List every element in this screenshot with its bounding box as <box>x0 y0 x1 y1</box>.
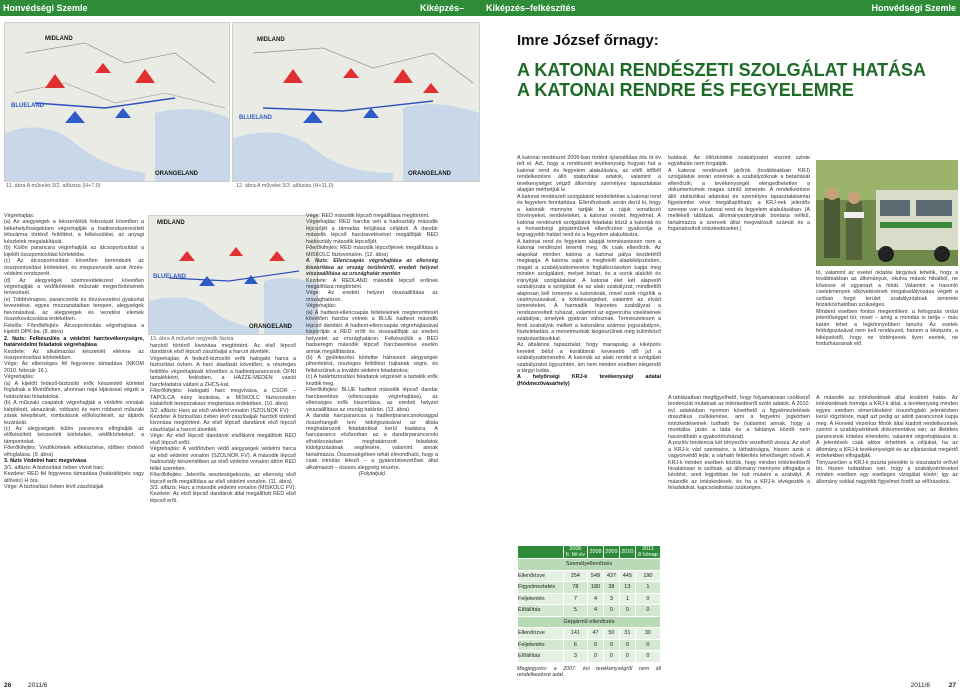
article-column-2 <box>668 155 810 275</box>
paragraph: (a) Az alegységek a készenlétük fokozását követően a békehelyőrségekben végrehajtják a hadirendszeresített létszámra történő feltöltést, a felkészülést, az anyagi készletek megalakítását. <box>4 219 144 245</box>
issue-right: 2011/6 <box>910 682 930 689</box>
table-cell: 0 <box>619 605 635 617</box>
table-cell: 0 <box>619 651 635 663</box>
table-section-row <box>518 559 661 571</box>
table-cell: 47 <box>588 628 604 640</box>
phase-heading: 2. fázis: Felkészülés a védelmi harctevékenységre, határvédelmi feladatok végrehajtása <box>4 335 144 349</box>
map-11b-label-orangeland: ORANGELAND <box>408 171 451 177</box>
phase-heading: 3. fázis Védelmi harc megvívása <box>4 458 87 465</box>
table-cell: 0 <box>635 593 660 605</box>
table-cell: 0 <box>603 639 619 651</box>
table-cell: 0 <box>588 639 604 651</box>
paragraph: Végrehajtás: <box>4 213 35 219</box>
paragraph: Vége: Az ellenséges fél fegyveres támadása (NKOM 2010. február 16.). <box>4 361 144 374</box>
table-row <box>518 628 661 640</box>
table-cell: Ellenőrizve <box>518 570 564 582</box>
stats-table <box>517 545 661 663</box>
paragraph: Kezdete: A REDLAND második lépcső erőinek megállítása megtörtént. <box>306 277 438 290</box>
footer-right <box>480 679 960 693</box>
table-cell: 1 <box>619 593 635 605</box>
paragraph: Tényszerűen a KRJ-k puszta jelenléte is visszatartó erővel bír, hiszen tudatában van, hogy a szabálysértéseket minden esetben egy esetleges vizsgálat kíséri; így az állomány sokkal nagyobb figyelmet fordít az előírásokra. <box>816 459 958 485</box>
table-section-row <box>518 616 661 628</box>
figure-12-caption: 12. ábra A művelet 3/3. alfázisa (H+11,0) <box>236 183 334 189</box>
paragraph: 3/2. alfázis: Harc az első védelmi vonalon (SZOLNOK FV): <box>150 407 290 414</box>
paragraph: A katonai rendészeti szolgálatok rendeltetése a katonai rend és fegyelem fenntartása. Ellenőrzéseik során derül ki, hogy a katonák mennyire tartják be a rájuk vonatkozó törvényeket, rendeleteket, a katonai rendet, fegyelmet. A katonai rendészeti szolgálatok feladatai közül a katonák és a honvédségi gépjárművek ellenőrzése gyakorolja a legnagyobb hatást rend és a fegyelem alakulására. <box>517 193 661 239</box>
paragraph: Végrehajtás: A védőövben védő alegységek védelmi harca az első védelmi vonalon (SZOLNOK FV). A második lépcső hadosztály készenlétben az első védelmi vonalon áttört RED féllel szemben. <box>150 446 296 472</box>
table-cell: 0 <box>603 605 619 617</box>
table-cell: 180 <box>588 582 604 594</box>
paragraph: A katonai rendészet 2006-ban történt újraindítása óta öt év telt el. Azt, hogy a rendészeti tevékenység hogyan hat a katonai rend és fegyelem alakulására, az ettől időből rendelkezésre álló statisztikai adatok, valamint a tevékenységet végző állomány személyes tapasztalatai alapján mérhetjük le. <box>517 155 661 194</box>
phase-heading: 4. fázis: Ellencsapás végrehajtása az ellenség kiszorítása az ország területéről, eredeti helyzet visszaállítása az országhatár mentén <box>306 258 438 278</box>
map-11-label-orangeland: ORANGELAND <box>155 171 198 177</box>
paragraph: (c) Az átcsoportosítást követően berendezik az összpontosítási körleteket, és megszervezik azok őrzés-védelmi rendszerét. <box>4 258 144 278</box>
table-cell: 0 <box>635 639 660 651</box>
table-caption: A helyőrségi KRJ-k tevékenységi adatai (Hódmezővásárhely) <box>517 374 661 387</box>
table-cell: 0 <box>588 651 604 663</box>
article-title-line-2: A KATONAI RENDRE ÉS FEGYELEMRE <box>517 80 854 100</box>
left-column-1 <box>4 213 144 673</box>
map-figure-11b <box>232 22 480 182</box>
paragraph: Vége: Az első lépcső dandárok elsőkként megállított RED első lépcső erőit. <box>150 433 296 446</box>
table-row <box>518 639 661 651</box>
table-row <box>518 651 661 663</box>
table-cell: 254 <box>563 570 587 582</box>
paragraph: Végrehajtás: A fedező-biztosító erők halogató harca a biztosítási övben. A harc átadását követően, a részleges feltöltés végrehajtását követően a hadtestparancsnok ÖFNI tartalékként, fedésben, a HAZZE-MEDEN vasúti harcfeladatra váltani a ZHCS-kat. <box>150 355 296 388</box>
table-header-cell: 2010 <box>619 546 635 559</box>
paragraph: 3/3. alfázis: Harc a második védelmi vonalon (MISKOLC FV): <box>150 484 296 491</box>
table-header-row <box>518 546 661 559</box>
paragraph: (c) A határbiztosítási feladatok végzését a tartalék erők kezdik meg. <box>306 374 438 387</box>
paragraph: (b) A gyülekezési körletbe hátravont alegységek pihentetést, részleges feltöltést hajtanak végre, és felkészülnek a további védelmi feladatokra; <box>306 354 438 374</box>
table-cell: Ellenőrizve <box>518 628 564 640</box>
article-author: Imre József őrnagy: <box>517 32 659 49</box>
map-figure-11 <box>4 22 230 182</box>
table-cell: 50 <box>603 628 619 640</box>
table-cell: 5 <box>563 605 587 617</box>
paragraph: Kezdete: Az első lépcső dandárok által megállított RED első lépcső erői. <box>150 491 296 504</box>
table-section-label: Személyellenőrzés <box>518 559 661 571</box>
paragraph: 3/1. alfázis: A biztosítási övben vívott harc <box>4 464 104 471</box>
paragraph: (a) A kijelölt fedező-biztosító erők készenléti körletet foglalnak a fővédővben, ahonnan napi kijárással végzik a határzárási feladatokat. <box>4 380 144 400</box>
paragraph: Kezdete: RED fél fegyveres támadása (határátlépés vagy átlövés) H óra. <box>4 471 144 484</box>
page-number-left: 26 <box>4 682 12 689</box>
table-cell: Előállítás <box>518 651 564 663</box>
table-cell: 445 <box>619 570 635 582</box>
map-13-label-midland: MIDLAND <box>157 220 185 226</box>
map-11-graphic <box>5 23 229 181</box>
paragraph: Végrehajtás: RED harcba veti a hadosztály második lépcsőjét a támadás felújítása céljából. A dandár második lépcső harcbavetésével megállítják RED hadosztály második lépcsőjét. <box>306 219 438 245</box>
table-cell: 3 <box>563 651 587 663</box>
table-cell: 141 <box>563 628 587 640</box>
military-police-photo <box>816 160 958 266</box>
paragraph: tudásuk. Az öltözködési szabályzatot viszont szinte egyáltalán nem forgatják. <box>668 155 810 168</box>
map-11b-graphic <box>233 23 479 181</box>
table-cell: 30 <box>635 628 660 640</box>
paragraph: A katonai rendészeti járőrök (továbbiakban KRJ) szolgálatuk során ezeknek a szabályzóknak a betartását ellenőrzik; a tevékenységét elengedhetetlen a dokumentumok magas szintű ismerete. A rendelkezésre álló statisztikai adatokat és személyes tapasztalataimat figyelembe véve megállapítható; a KRJ-nek jelentős szerepe van a katonai rend és fegyelem alakulásában. (A mellékelt táblázat, állományarányának bontása nélkül, tartalmazza a szerveik által megvalósult számát és a foganatosított intézkedéseket.) <box>668 167 810 232</box>
table-header-cell: 2008 <box>588 546 604 559</box>
section-name-right: Honvédségi Szemle <box>871 3 956 13</box>
table-cell: 7 <box>563 593 587 605</box>
table-cell: 6 <box>563 639 587 651</box>
table-cell: 38 <box>603 582 619 594</box>
paragraph: Kezdete: A biztosítási övben lévő zászlóaljak harcból történő kivonása megtörtént. Az első lépcső dandárok első lépcső zászlóaljai a harcot átvették. <box>150 413 296 433</box>
table-cell: 78 <box>563 582 587 594</box>
header-band-right <box>480 0 960 16</box>
article-column-4 <box>668 395 810 685</box>
header-band-left <box>0 0 480 16</box>
paragraph: A pozitív tendencia két tényezőre vezethető vissza. Az első a KRJ-k vád szerepére, a láthatóságra, hiszen azok a vagyonvédő lejár, a várható felderítés lehetőségét növeli. A KRJ-k minden esetben köztük, hogy minden intézkedésről hivatalosan is szólnak, az állomány mennyire elfogadja a kérdést, amit legjobban be tud mutatni a szabályt. A második az intézkedések, és ha a KRJ-k elvégezték a feladatukat, kapcsolattartás szükséges. <box>668 440 810 492</box>
table-cell: 4 <box>588 605 604 617</box>
article-column-1 <box>517 155 661 535</box>
paragraph: Az általános tapasztalat, hogy manapság a kiképzés kereteit bélül a korábbinál kevesebb idő jut a szabályzatismeretre. A katonák az alaki rendet a szolgálati szabályzatot úgyszintén, ám nem minden esetben elegendő a tárgyi tudás. <box>517 342 661 374</box>
paragraph: (d) Az alegységek szemrevételezést követően végrehajtják a védőkörletek műszaki megerősítésének tervezését. <box>4 277 144 297</box>
paragraph: A dandár harcparancsa a hadtestparancsnoksággal összehangolt terv kidolgozásával az általa meghatározott feladatokkal kerül kiadásra. A harcparancs elsősorban az a dandárparancsnoki elhatározásban meghatározott feladatok kidolgozásának segítésére, valamint annak tartalmazza. Összességében tehát elmondható, hogy a csak vitriolás létező – a gyakorlatvezetőséi által alkalmazott – összes alegység részére. <box>306 413 438 471</box>
map-11b-label-blueland: BLUELAND <box>239 115 272 121</box>
paragraph: Végrehajtás: <box>306 303 337 310</box>
paragraph: Főerőkifejtés: Jelentős veszteségekozás, az ellenség első lépcső erők megállítása az első védelmi vonalon. (11. ábra) <box>150 472 296 485</box>
paragraph: Vége: A biztosítási övben lévő zászlóaljak <box>4 484 104 491</box>
table-cell: 0 <box>603 651 619 663</box>
table-row <box>518 570 661 582</box>
paragraph: Főerőkifejtés: BLUE hadtest második lépcső dandár harcbavetése (ellencsapás végrehajtása), az ellenséges erők kiszorítása, az eredeti helyzet visszaállítása az ország határán. (13. ábra) <box>306 387 438 413</box>
paragraph: tó, valamint az esetet oktatás tárgyává tehetik, hogy a továbbiakban az állományuk, okulva mások hibáiból, ne kövesse el ugyanazt a hibát. Valamint a hasonló cselekmények elkövetésének megakadályozása végett a szóban forgó terület szabályzójának ismerete felzárkózhatóban szükséges. <box>816 270 958 309</box>
table-header-cell <box>518 546 564 559</box>
left-column-2 <box>150 343 296 673</box>
table-cell: Feljelentés <box>518 593 564 605</box>
table-header-cell: 2006 II. fél év <box>563 546 587 559</box>
article-column-5 <box>816 395 958 685</box>
paragraph: harcból történő kivonása megtörtént. Az első lépcső dandárok első lépcső zászlóaljai a harcot átvették. <box>150 343 296 356</box>
page-number-right: 27 <box>948 682 956 689</box>
paragraph: A táblázatban megfigyelhető, hogy folyamatosan csökkenő tendenciát mutatnak az intézkedésről szóló adatok. A 2010. évi adatokban nyomon követhető a figyelmeztetések drasztikus csökkenése, ami a fegyelmi jogkörben intézkedéseinek tudható be (valamint annak, hogy a munkába járás a láda és a taktanya között nem használható a gyakorlóruházat). <box>668 395 810 440</box>
table-cell: Feljelentés <box>518 639 564 651</box>
paragraph: A második az intézkedések által kiváltott hatás. Az intézkedések formája a KRJ-k által, a tevékenység minden egyes esetben elmerülésként összefoglaló jelentésben kerül rögzítésre, majd azt pedig az adott parancsnok kapja meg. A Honvéd Vezérkar főnök által kiadott rendelkezések szerint a szabálysértések dokumentálva van; az illetékes parancsnok köteles elrendelni, valamint végrehajtására is. A jelentések csak akkor érhetnek a céljukat, ha az állomány a KRJ-k tevékenységét és az eljárásokat megértő érdekekben elfogadják. <box>816 395 958 460</box>
table-cell: Figyelmeztetés <box>518 582 564 594</box>
section-kikepzes-right: Kiképzés–felkészítés <box>486 3 576 13</box>
paragraph: A katonai rend és fegyelem alapját természetesen nem a katonai rendészet teremti meg, ők csak ellenőrzik. Az alapokat minden katona a katonai pálya kezdetétől megkapja. A katona saját a megfelelő alapkiképzésben, magát a szabályzatismeretre foglalkozásokon kapja meg minden szolgálatot, melyet betart, és a sorok alakítói és irányítják szolgálatukat. A katonai élet két alapvető szabályzata a szolgálati és az alaki szabályzat; mindkettőt alaposan kell ismernie a katonának, mivel ezek rögzítik a vezényszavakat, a kötelességeiket, valamint az elvárt ismereteket. A harmadik fejezetes szabályzat a rendszeresített ruházat, valamint az egyenruha viselésének szabályai, amelyek gyakran változnak. Természetesen a fenti szabályok mellett a katonákra számos jogszabályon, tiszteletadási, a menetmunkák kiegészülnek még különböző szakutasításokkal. <box>517 238 661 342</box>
paragraph: Kezdete: Az alkalmazási készenlét elérése az összpontosítási körletekben. <box>4 348 144 361</box>
paragraph: Főerőkifejtés: RED második lépcsőjének megállítása a MISKOLC fázisvonalon. (12. ábra) <box>306 245 438 258</box>
table-row <box>518 593 661 605</box>
paragraph: (c) Az alegységek külön parancsra elfoglalják az előkészített készenléti körleteket, védőkörleteket, a támpontokat. <box>4 425 144 445</box>
table-cell: 0 <box>619 639 635 651</box>
photo-graphic <box>816 160 958 266</box>
article-title-line-1: A KATONAI RENDÉSZETI SZOLGÁLAT HATÁSA <box>517 60 926 80</box>
paragraph: (e) Többhónapos, parancsnoki és törzsvezetési gyakorlat levezetése, egyes mozzanataiban terepen, alegységek bevonásával, az alegységek és vezetési elemek összekovácsolása érdekében. <box>4 296 144 323</box>
footer-left <box>0 679 480 693</box>
issue-left: 2011/6 <box>28 682 48 689</box>
table-cell: 0 <box>635 605 660 617</box>
table-row <box>518 582 661 594</box>
map-11b-label-midland: MIDLAND <box>257 37 285 43</box>
paragraph: (a) A hadtest-ellencsapás feltételeinek megteremtését követően harcba vetnek a BLUE hadtest második lépcső dandárt. A hadtest-ellencsapás végrehajtásával kiszorítják a RED erőit és visszaállítják az eredeti helyzetet az országhatáron. Felkészülük a RED hadseregm második lépcső harcbavetése esetén annak megállítására. <box>306 309 438 355</box>
left-column-3 <box>306 213 438 673</box>
map-13-label-blueland: BLUELAND <box>153 274 186 280</box>
table-header-cell: 2009 <box>603 546 619 559</box>
paragraph: Felelős: Főerőkifejtés: Átcsoportosítás végrehajtása a kijelölt OPK-ba. (8. ábra) <box>4 322 144 336</box>
table-cell: 190 <box>635 570 660 582</box>
table-cell: Előállítás <box>518 605 564 617</box>
section-kikepzes-left: Kiképzés– <box>420 3 465 13</box>
table-cell: 3 <box>603 593 619 605</box>
continued-note: (Folytatjuk) <box>358 471 386 478</box>
paragraph: Főerőkifejtés: Halogató harc megvívása, a CSOR – TAPOLCA irány lezárása, a MISKOLC fázisvonalon kialakított terepszakasz megtartása érdekében. (10. ábra) <box>150 388 296 408</box>
paragraph: Mindent esetben fontos megemlíteni: a fellogozás óriási jelentőséggel bír, mivel – amíg a mondás is tartja – más kárán lehet a legkönnyebben tanulni. Az esetek feldolgozásával nem kell rendészeti, hanem a kiképzés, a kiképzéstől, hogy ne történjenek ilyen esetek, ne fordulhassanak elő. <box>816 308 958 347</box>
paragraph: (b) A műszaki csapatok végrehajtják a védelmi vonalak kiépítését, aknazárak, robbanó és nem robbanó műszaki zárak telepítését, rombolások előkészítését, az átjárók lezárását. <box>4 400 144 426</box>
table-cell: 1 <box>635 582 660 594</box>
paragraph: Vége: Az eredeti helyzet visszaállítása az országhatáron. <box>306 290 438 303</box>
paragraph: (b) Külön parancsra végrehajtják az átcsoportosítást a kijelölt összpontosítási körletekbe. <box>4 245 144 258</box>
section-name-left: Honvédségi Szemle <box>3 3 88 13</box>
table-cell: 0 <box>635 651 660 663</box>
table-row <box>518 605 661 617</box>
map-13-label-orangeland: ORANGELAND <box>249 324 292 330</box>
table-header-cell: 2011 8 hónap <box>635 546 660 559</box>
table-cell: 31 <box>619 628 635 640</box>
table-cell: 13 <box>619 582 635 594</box>
figure-11-caption: 11. ábra A művelet 3/2. alfázisa (H+7,0) <box>6 183 101 189</box>
figure-13-caption: 13. ábra A művelet negyedik fázisa <box>150 336 234 342</box>
map-11-label-midland: MIDLAND <box>45 36 73 42</box>
table-section-label: Gépjármű-ellenőrzés <box>518 616 661 628</box>
paragraph: Vége: RED második lépcső megállítása megtörtént. <box>306 213 430 219</box>
paragraph: Főerőkifejtés: Védőkörletek előkészítése, időben történő elfoglalása. (9. ábra) <box>4 445 144 458</box>
table-cell: 437 <box>603 570 619 582</box>
paragraph: Végrehajtás: <box>4 374 35 381</box>
article-column-3 <box>816 270 958 390</box>
table-note: Megjegyzés: a 2007. évi tevékenységről nem áll rendelkezésre adat. <box>517 666 661 679</box>
table-cell: 549 <box>588 570 604 582</box>
table-cell: 4 <box>588 593 604 605</box>
map-11-label-blueland: BLUELAND <box>11 103 44 109</box>
map-figure-13 <box>148 215 318 335</box>
